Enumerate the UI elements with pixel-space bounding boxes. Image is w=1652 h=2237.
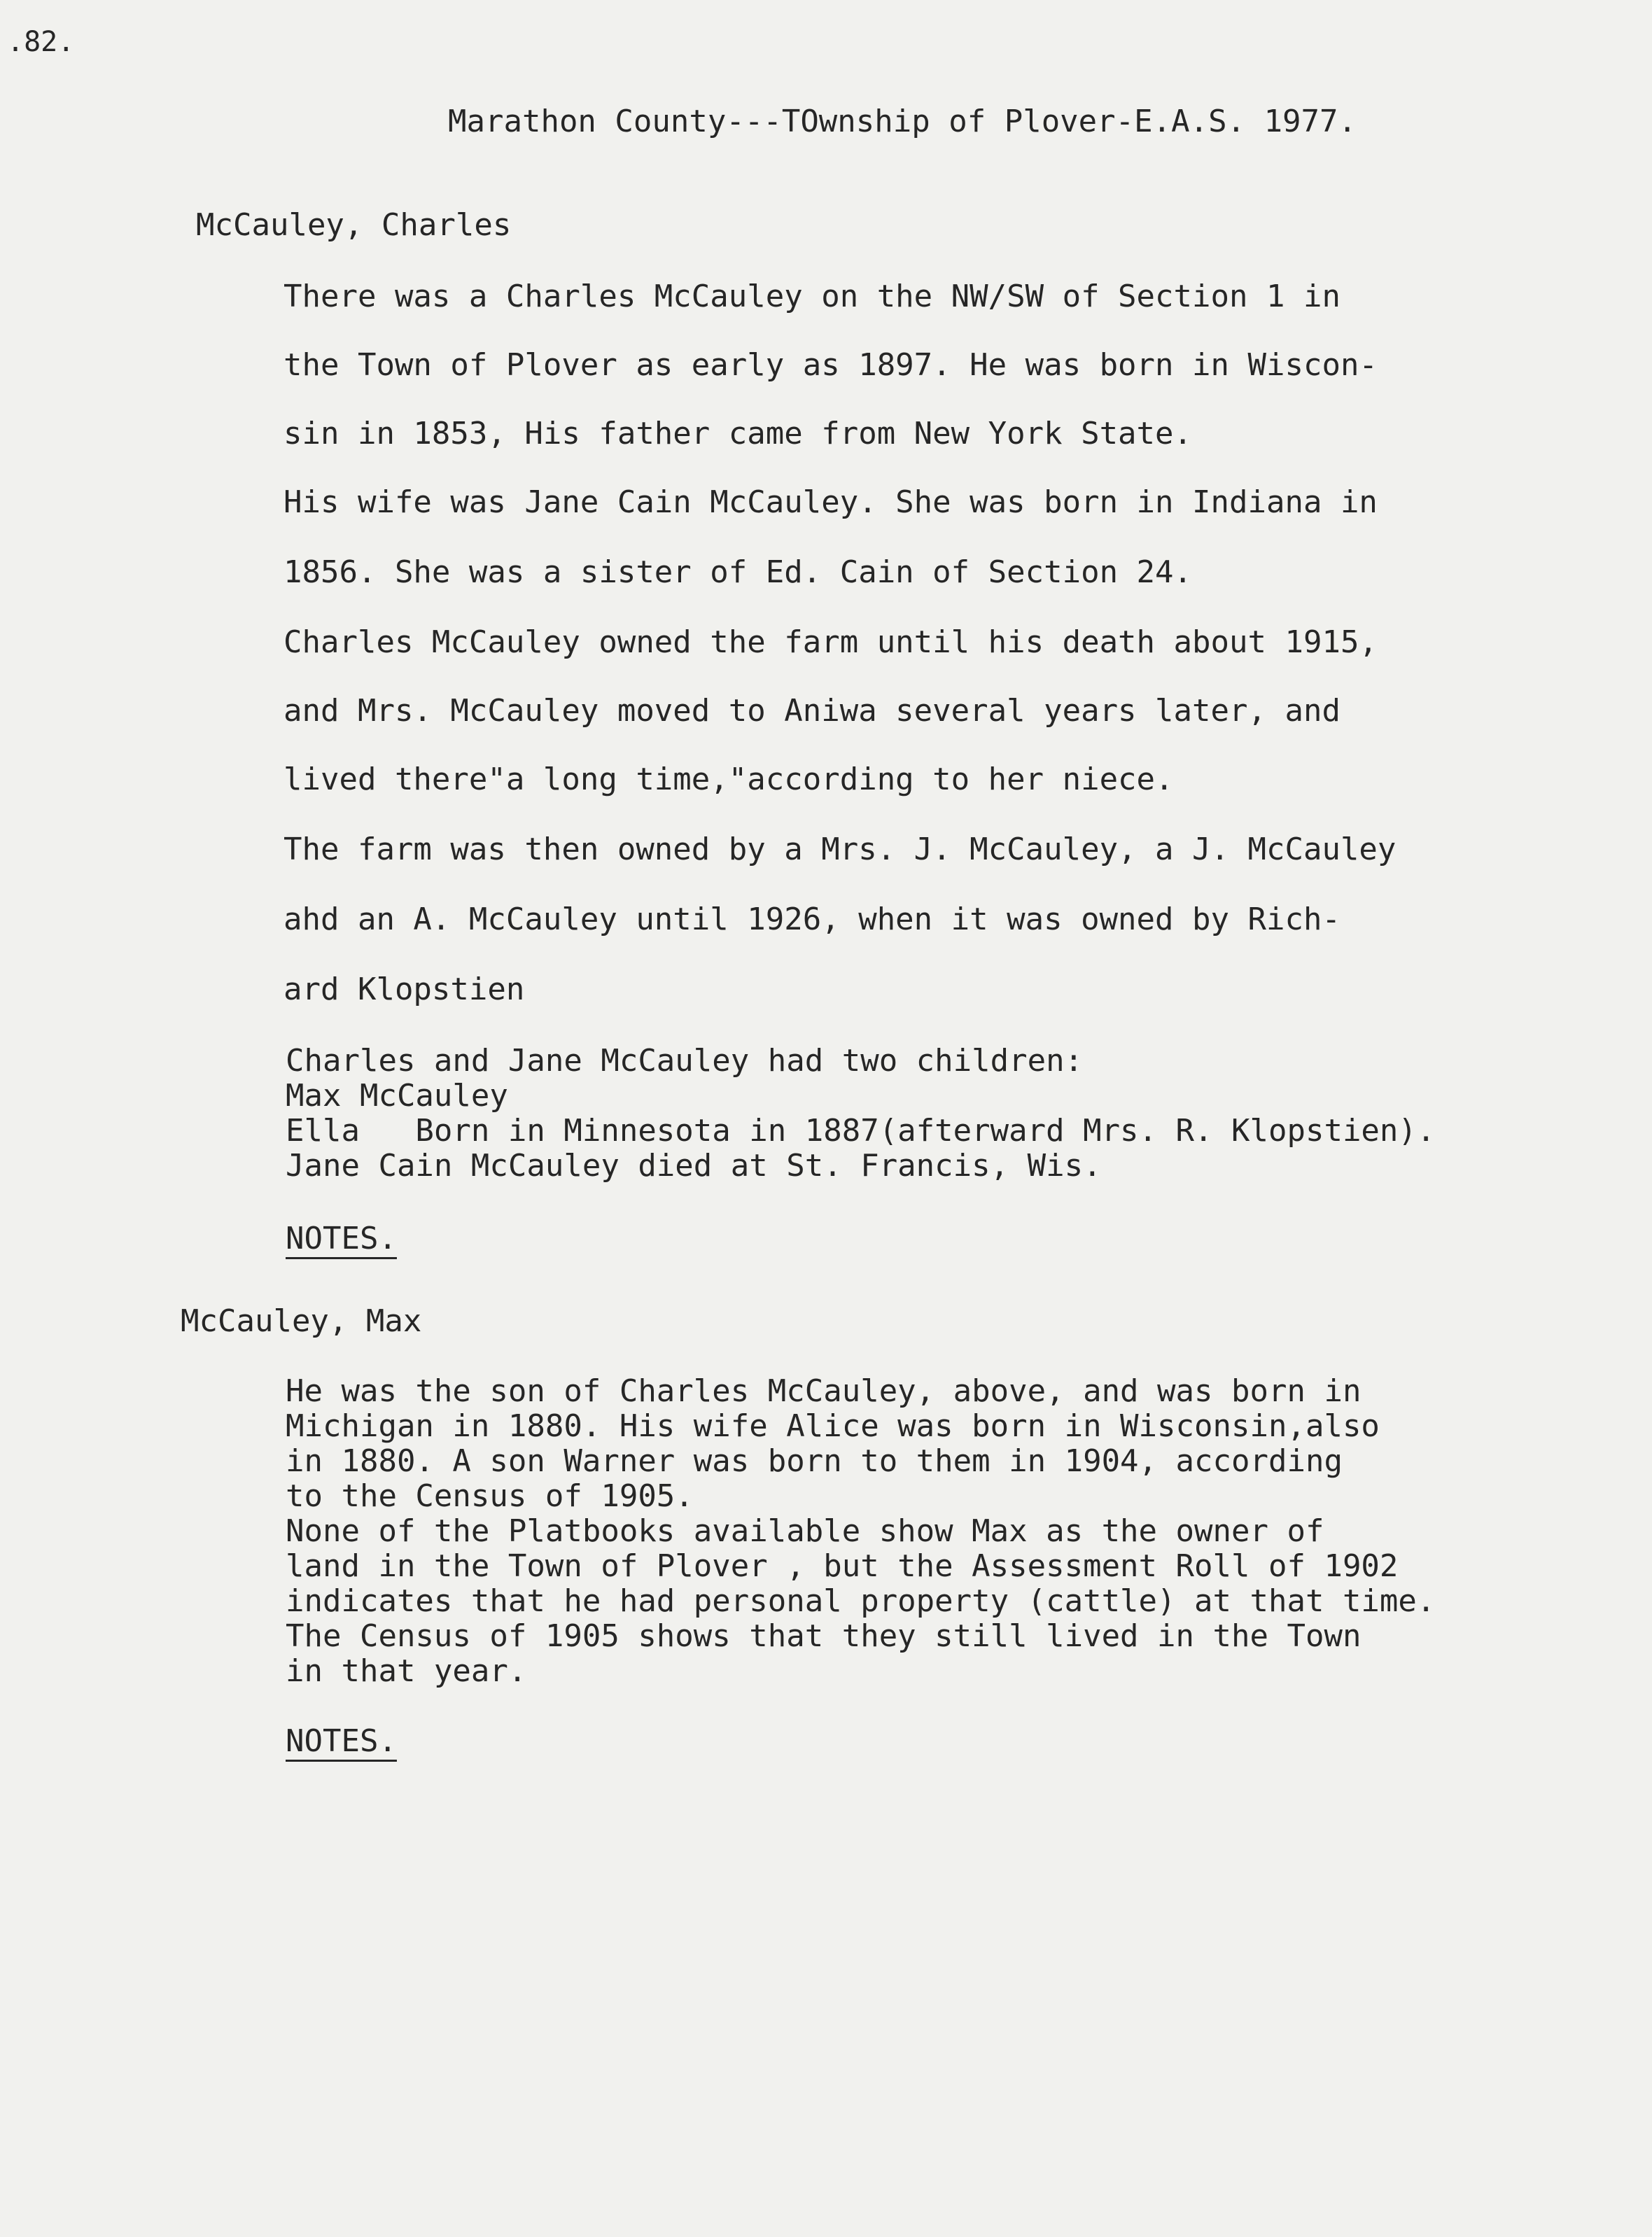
paragraph-line: and Mrs. McCauley moved to Aniwa several years later, and — [284, 693, 1340, 729]
paragraph-line: ahd an A. McCauley until 1926, when it was owned by Rich- — [284, 902, 1340, 937]
paragraph-line: indicates that he had personal property (cattle) at that time. — [286, 1583, 1436, 1619]
section-heading-charles: McCauley, Charles — [196, 207, 512, 243]
paragraph-line: Michigan in 1880. His wife Alice was born in Wisconsin,also — [286, 1408, 1380, 1444]
notes-heading: NOTES. — [286, 1723, 397, 1759]
paragraph-line: sin in 1853, His father came from New York State. — [284, 416, 1193, 451]
paragraph-line: the Town of Plover as early as 1897. He was born in Wiscon- — [284, 347, 1378, 383]
paragraph-line: The farm was then owned by a Mrs. J. McCauley, a J. McCauley — [284, 832, 1396, 867]
paragraph-line: Charles McCauley owned the farm until his death about 1915, — [284, 624, 1378, 660]
children-line: Charles and Jane McCauley had two children: — [286, 1043, 1084, 1079]
paragraph-line: in that year. — [286, 1653, 527, 1689]
paragraph-line: There was a Charles McCauley on the NW/SW of Section 1 in — [284, 279, 1340, 314]
children-line: Jane Cain McCauley died at St. Francis, Wis. — [286, 1148, 1102, 1184]
paragraph-line: 1856. She was a sister of Ed. Cain of Section 24. — [284, 554, 1193, 590]
paragraph-line: land in the Town of Plover , but the Assessment Roll of 1902 — [286, 1548, 1399, 1584]
page-number: .82. — [7, 26, 75, 58]
notes-heading: NOTES. — [286, 1221, 397, 1256]
paragraph-line: None of the Platbooks available show Max as the owner of — [286, 1513, 1324, 1549]
paragraph-line: His wife was Jane Cain McCauley. She was born in Indiana in — [284, 484, 1378, 520]
paragraph-line: The Census of 1905 shows that they still lived in the Town — [286, 1618, 1362, 1654]
paragraph-line: He was the son of Charles McCauley, above, and was born in — [286, 1373, 1362, 1409]
children-line: Ella Born in Minnesota in 1887(afterward Mrs. R. Klopstien). — [286, 1113, 1436, 1149]
section-heading-max: McCauley, Max — [181, 1303, 422, 1339]
paragraph-line: in 1880. A son Warner was born to them in 1904, according — [286, 1443, 1343, 1479]
paragraph-line: to the Census of 1905. — [286, 1478, 694, 1514]
paragraph-line: ard Klopstien — [284, 972, 525, 1007]
paragraph-line: lived there"a long time,"according to her niece. — [284, 762, 1174, 797]
children-line: Max McCauley — [286, 1078, 508, 1114]
page-header: Marathon County---TOwnship of Plover-E.A.S. 1977. — [448, 104, 1357, 139]
